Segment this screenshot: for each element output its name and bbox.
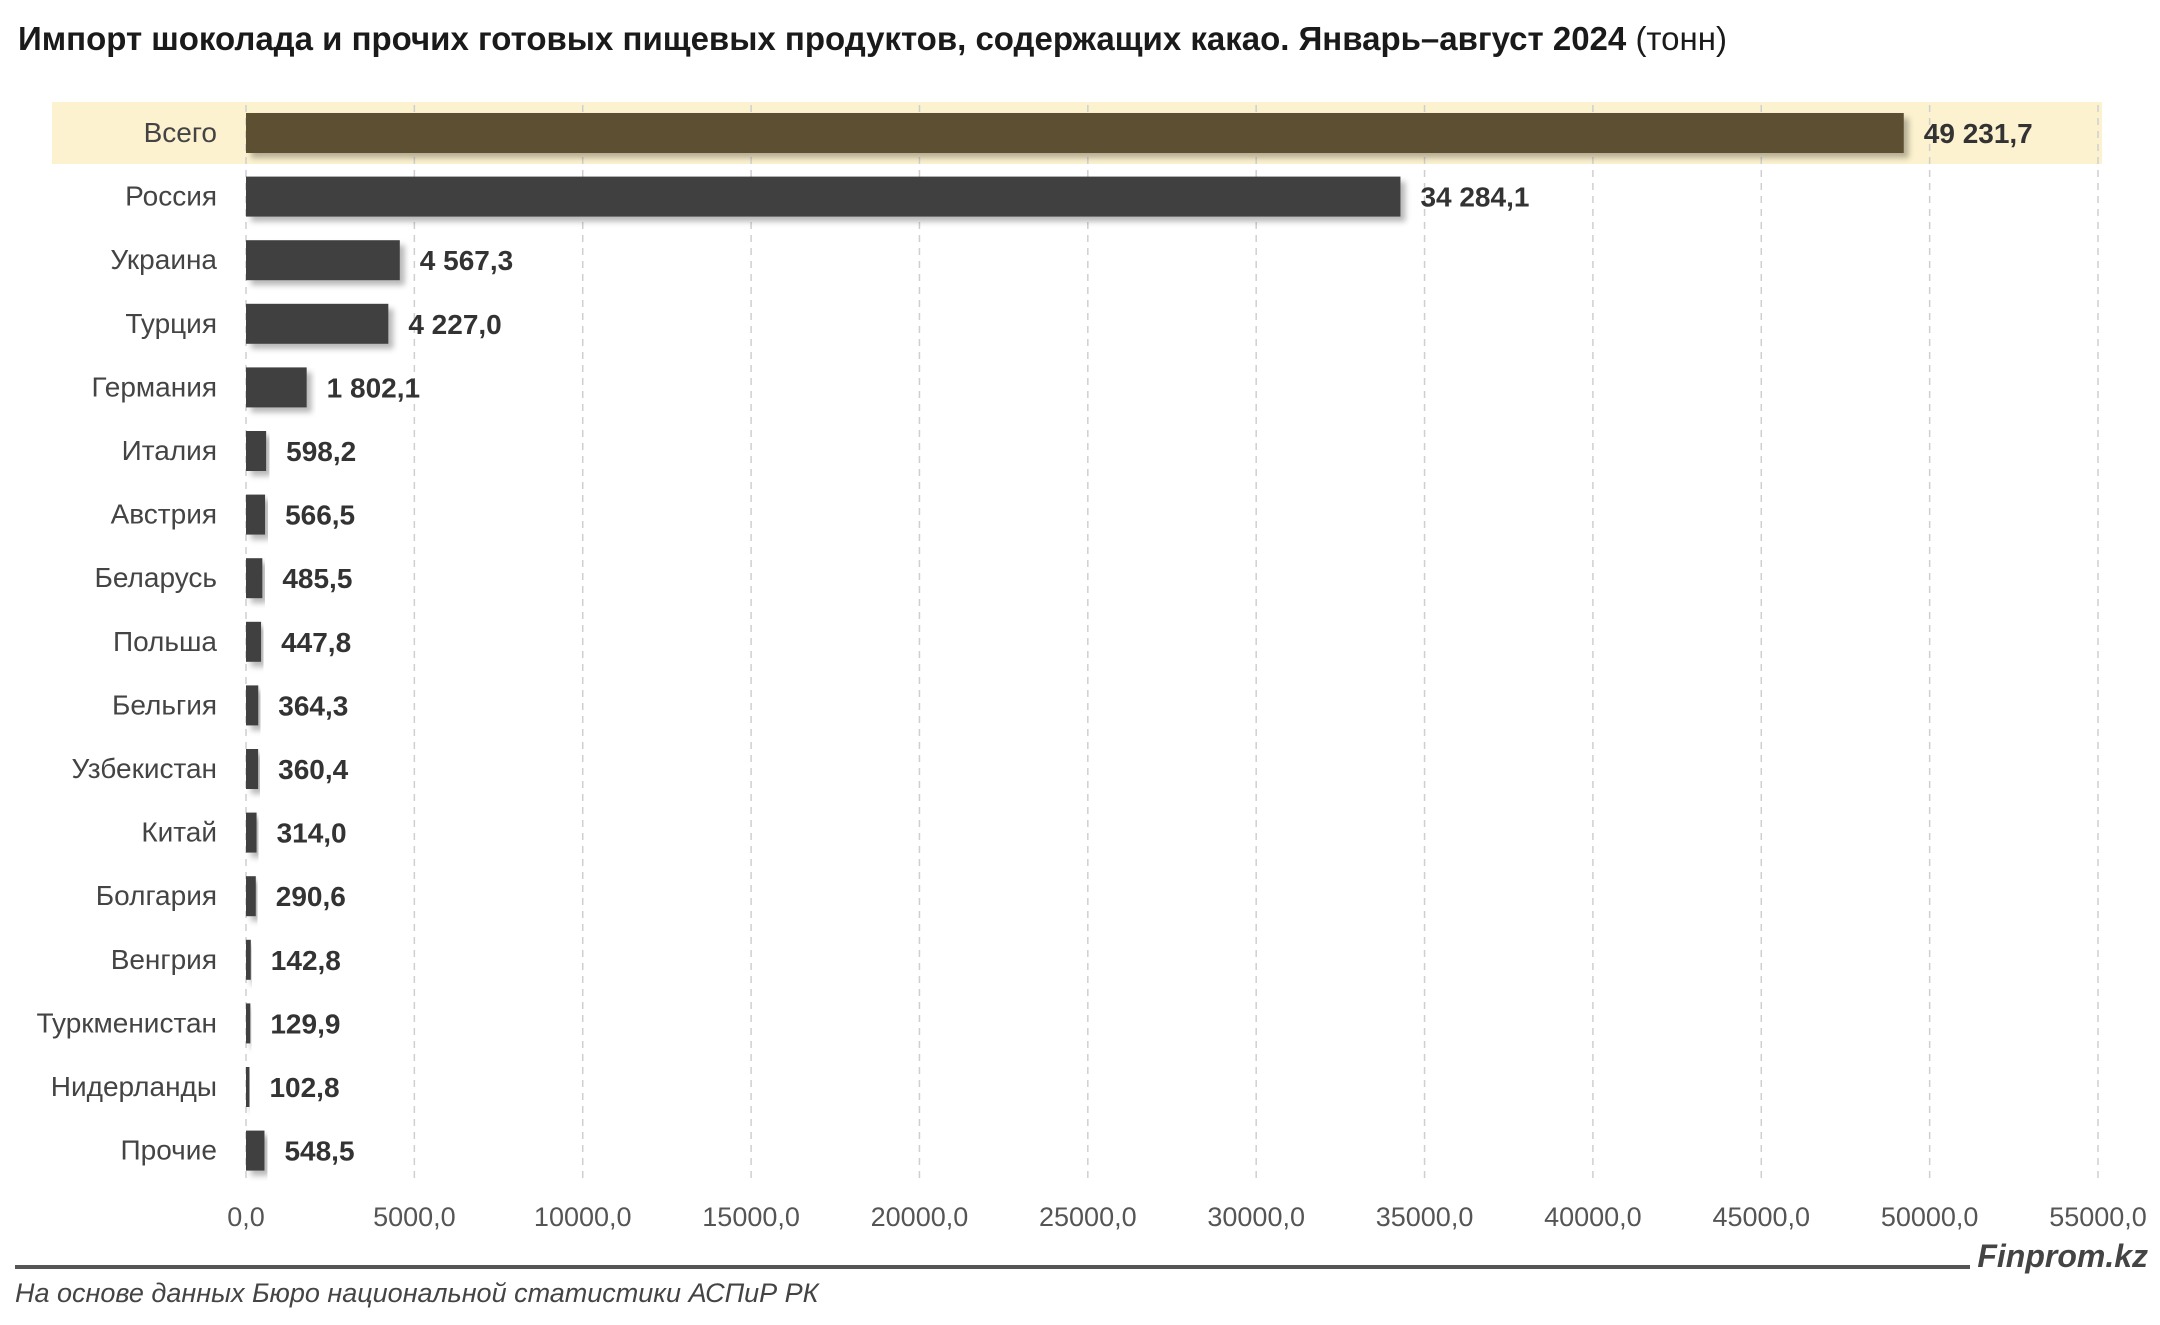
x-tick-label: 20000,0 (870, 1202, 969, 1232)
brand-logo-text: Finprom.kz (1977, 1238, 2148, 1274)
chart-title-unit: (тонн) (1635, 20, 1727, 57)
x-tick-label: 35000,0 (1375, 1202, 1474, 1232)
data-label: 598,2 (286, 436, 357, 467)
data-label: 360,4 (278, 754, 349, 785)
x-tick-label: 40000,0 (1544, 1202, 1642, 1232)
data-label: 548,5 (284, 1135, 355, 1167)
data-label: 4 567,3 (419, 245, 514, 277)
data-label: 314,0 (276, 817, 347, 849)
bar (246, 240, 400, 280)
data-label: 485,5 (282, 563, 353, 595)
category-label: Германия (91, 371, 217, 403)
x-tick-label: 15000,0 (702, 1202, 800, 1232)
bar (246, 876, 256, 916)
category-label: Прочие (120, 1134, 217, 1166)
category-label: Узбекистан (71, 753, 217, 784)
category-label: Италия (121, 435, 217, 466)
data-label: 290,6 (275, 881, 346, 913)
category-label: Венгрия (110, 943, 217, 975)
bar (246, 1131, 264, 1171)
bar (246, 749, 258, 789)
bar (246, 1003, 250, 1043)
data-label: 4 227,0 (408, 308, 502, 340)
x-tick-label: 25000,0 (1039, 1202, 1137, 1232)
x-tick-label: 10000,0 (533, 1202, 632, 1232)
category-label: Туркменистан (36, 1007, 217, 1039)
bar (246, 431, 266, 471)
category-label: Украина (110, 244, 217, 276)
x-tick-label: 55000,0 (2049, 1202, 2147, 1232)
bar (246, 940, 251, 980)
bar (246, 495, 265, 535)
category-label: Всего (143, 117, 217, 148)
category-label: Болгария (95, 880, 217, 912)
bar (246, 367, 307, 407)
bar (246, 1067, 249, 1107)
footer-divider (15, 1265, 1970, 1269)
category-label: Турция (125, 307, 217, 339)
category-label: Китай (141, 816, 217, 848)
x-tick-label: 0,0 (227, 1202, 265, 1232)
category-label: Австрия (110, 498, 217, 530)
bar (246, 177, 1400, 217)
data-label: 34 284,1 (1420, 181, 1530, 213)
data-label: 102,8 (269, 1072, 340, 1103)
data-label: 1 802,1 (326, 372, 421, 404)
category-label: Беларусь (94, 562, 217, 594)
bar (246, 685, 258, 725)
bar (246, 813, 257, 853)
category-label: Нидерланды (50, 1071, 217, 1102)
bar (246, 304, 388, 344)
x-tick-label: 45000,0 (1712, 1202, 1811, 1232)
x-tick-label: 5000,0 (373, 1202, 456, 1232)
data-label: 566,5 (285, 499, 356, 531)
bar (246, 113, 1904, 153)
x-tick-label: 30000,0 (1207, 1202, 1305, 1232)
data-label: 129,9 (270, 1008, 341, 1040)
data-label: 49 231,7 (1923, 118, 2033, 149)
x-tick-label: 50000,0 (1880, 1202, 1979, 1232)
category-label: Польша (112, 625, 217, 657)
data-label: 364,3 (278, 690, 349, 722)
chart-title-main: Импорт шоколада и прочих готовых пищевых продуктов, содержащих какао. Январь–август 2024 (18, 20, 1627, 57)
category-label: Россия (125, 180, 217, 212)
bar (246, 558, 262, 598)
category-label: Бельгия (112, 689, 217, 721)
bar (246, 622, 261, 662)
source-note: На основе данных Бюро национальной статистики АСПиР РК (15, 1278, 819, 1308)
data-label: 447,8 (281, 626, 352, 658)
data-label: 142,8 (270, 944, 341, 976)
